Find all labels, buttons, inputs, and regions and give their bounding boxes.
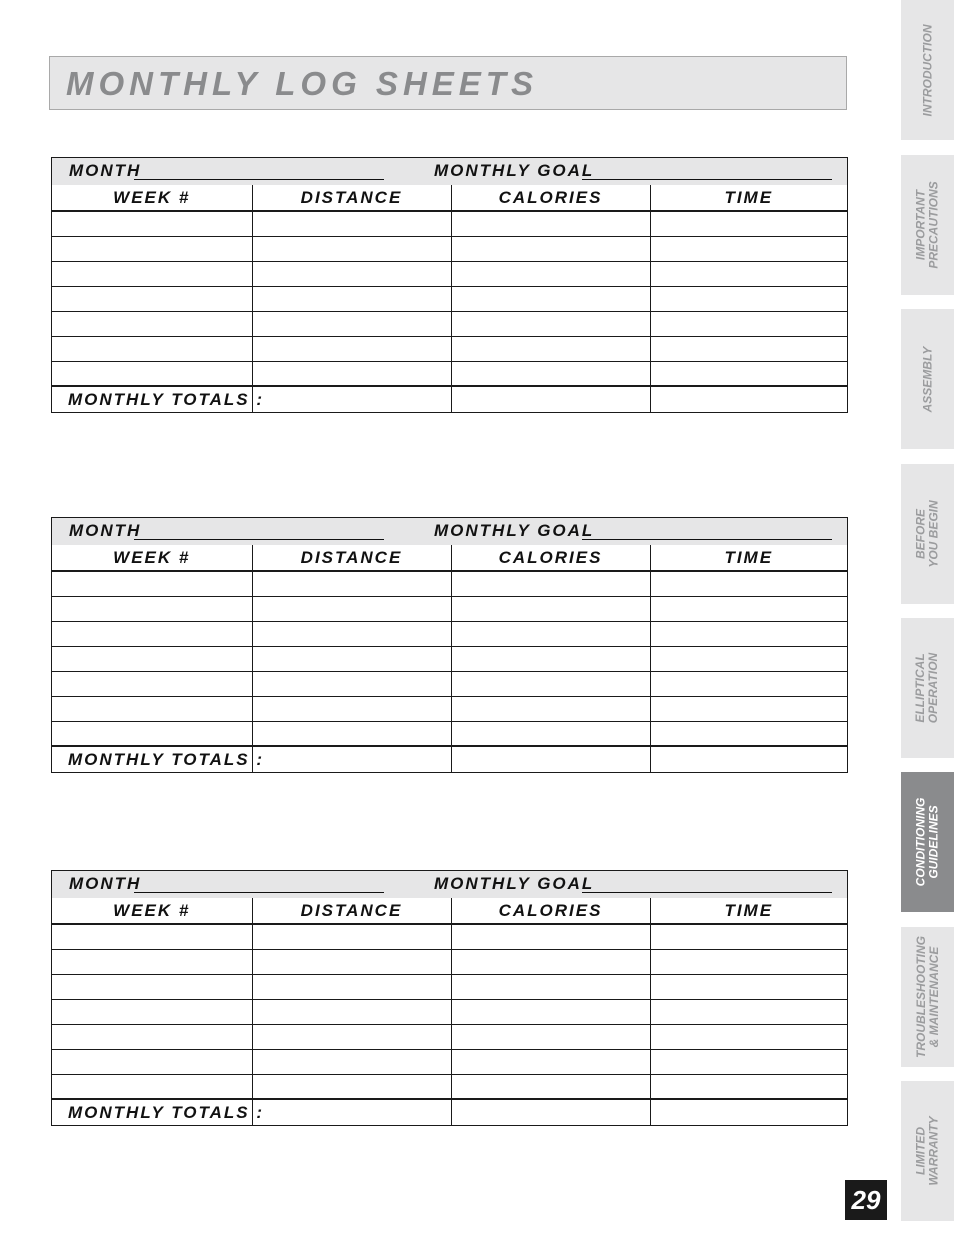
- total-time-cell[interactable]: [650, 386, 847, 412]
- tab-label: [915, 653, 941, 723]
- calories-cell[interactable]: [451, 646, 650, 671]
- time-cell[interactable]: [650, 1074, 847, 1099]
- week-cell[interactable]: [52, 361, 252, 386]
- monthly-goal-field[interactable]: [582, 892, 832, 893]
- distance-cell[interactable]: [252, 1049, 451, 1074]
- table-row: [52, 671, 847, 696]
- month-field[interactable]: [134, 179, 384, 180]
- calories-cell[interactable]: [451, 621, 650, 646]
- week-cell[interactable]: [52, 236, 252, 261]
- calories-cell[interactable]: [451, 596, 650, 621]
- time-cell[interactable]: [650, 336, 847, 361]
- distance-cell[interactable]: [252, 696, 451, 721]
- time-cell[interactable]: [650, 571, 847, 596]
- time-header: TIME: [650, 545, 847, 571]
- distance-cell[interactable]: [252, 646, 451, 671]
- time-cell[interactable]: [650, 1049, 847, 1074]
- monthly-goal-field[interactable]: [582, 179, 832, 180]
- monthly-goal-field[interactable]: [582, 539, 832, 540]
- table-row: [52, 1024, 847, 1049]
- monthly-totals-label: MONTHLY TOTALS :: [52, 386, 252, 412]
- tab-label-line1: BEFORE: [913, 509, 928, 560]
- table-row: [52, 596, 847, 621]
- total-distance-cell[interactable]: [252, 386, 451, 412]
- tab-label: [915, 500, 941, 567]
- week-cell[interactable]: [52, 286, 252, 311]
- log-header: [52, 871, 847, 898]
- week-cell[interactable]: [52, 596, 252, 621]
- month-label: MONTH: [69, 874, 142, 893]
- distance-cell[interactable]: [252, 671, 451, 696]
- month-field[interactable]: [134, 539, 384, 540]
- distance-header: DISTANCE: [252, 898, 451, 924]
- distance-cell[interactable]: [252, 261, 451, 286]
- time-cell[interactable]: [650, 361, 847, 386]
- log-table: [52, 185, 847, 412]
- table-row: [52, 336, 847, 361]
- total-distance-cell[interactable]: [252, 1099, 451, 1125]
- total-calories-cell[interactable]: [451, 386, 650, 412]
- distance-header: DISTANCE: [252, 545, 451, 571]
- tab-label-line2: & MAINTENANCE: [926, 946, 941, 1048]
- time-cell[interactable]: [650, 596, 847, 621]
- tab-limited-warranty[interactable]: [901, 1081, 954, 1221]
- time-cell[interactable]: [650, 261, 847, 286]
- table-row: [52, 999, 847, 1024]
- week-cell[interactable]: [52, 621, 252, 646]
- table-row: [52, 571, 847, 596]
- distance-cell[interactable]: [252, 621, 451, 646]
- tab-label-line2: YOU BEGIN: [926, 500, 941, 568]
- tab-label-line2: OPERATION: [926, 652, 941, 724]
- calories-cell[interactable]: [451, 671, 650, 696]
- week-cell[interactable]: [52, 336, 252, 361]
- tab-label-line1: INTRODUCTION: [920, 24, 934, 116]
- table-row: [52, 361, 847, 386]
- week-header: WEEK #: [52, 545, 252, 571]
- distance-cell[interactable]: [252, 571, 451, 596]
- monthly-log-sheet: [51, 157, 848, 413]
- distance-cell[interactable]: [252, 1074, 451, 1099]
- month-label: MONTH: [69, 521, 142, 540]
- week-cell[interactable]: [52, 1049, 252, 1074]
- time-cell[interactable]: [650, 949, 847, 974]
- calories-cell[interactable]: [451, 924, 650, 949]
- week-cell[interactable]: [52, 211, 252, 236]
- monthly-totals-label: MONTHLY TOTALS :: [52, 746, 252, 772]
- tab-label-line1: TROUBLESHOOTING: [913, 936, 928, 1058]
- time-cell[interactable]: [650, 696, 847, 721]
- table-row: [52, 236, 847, 261]
- calories-cell[interactable]: [451, 211, 650, 236]
- calories-cell[interactable]: [451, 361, 650, 386]
- total-distance-cell[interactable]: [252, 746, 451, 772]
- week-cell[interactable]: [52, 261, 252, 286]
- time-cell[interactable]: [650, 621, 847, 646]
- calories-header: CALORIES: [451, 185, 650, 211]
- time-cell[interactable]: [650, 646, 847, 671]
- total-time-cell[interactable]: [650, 746, 847, 772]
- calories-cell[interactable]: [451, 999, 650, 1024]
- tab-label-line1: LIMITED: [913, 1127, 928, 1176]
- page-number: 29: [845, 1180, 887, 1220]
- table-row: [52, 261, 847, 286]
- tab-introduction[interactable]: [901, 0, 954, 140]
- tab-label-line1: ASSEMBLY: [920, 346, 935, 412]
- table-row: [52, 1049, 847, 1074]
- time-cell[interactable]: [650, 924, 847, 949]
- distance-cell[interactable]: [252, 286, 451, 311]
- table-row: [52, 311, 847, 336]
- week-cell[interactable]: [52, 949, 252, 974]
- distance-cell[interactable]: [252, 336, 451, 361]
- table-row: [52, 974, 847, 999]
- table-row: [52, 286, 847, 311]
- calories-cell[interactable]: [451, 236, 650, 261]
- distance-cell[interactable]: [252, 596, 451, 621]
- log-column-headers: [52, 185, 847, 211]
- totals-row: [52, 1099, 847, 1125]
- calories-cell[interactable]: [451, 949, 650, 974]
- tab-label: [915, 936, 941, 1058]
- calories-cell[interactable]: [451, 721, 650, 746]
- distance-cell[interactable]: [252, 999, 451, 1024]
- tab-label: [915, 181, 941, 268]
- distance-cell[interactable]: [252, 924, 451, 949]
- tab-label: [921, 346, 934, 412]
- week-cell[interactable]: [52, 924, 252, 949]
- log-column-headers: [52, 545, 847, 571]
- tab-elliptical-operation[interactable]: [901, 618, 954, 758]
- distance-cell[interactable]: [252, 311, 451, 336]
- calories-cell[interactable]: [451, 311, 650, 336]
- distance-cell[interactable]: [252, 721, 451, 746]
- week-cell[interactable]: [52, 721, 252, 746]
- calories-cell[interactable]: [451, 974, 650, 999]
- table-row: [52, 1074, 847, 1099]
- calories-cell[interactable]: [451, 1024, 650, 1049]
- distance-cell[interactable]: [252, 949, 451, 974]
- tab-label: [915, 798, 941, 887]
- tab-assembly[interactable]: [901, 309, 954, 449]
- distance-header: DISTANCE: [252, 185, 451, 211]
- monthly-goal-label: MONTHLY GOAL: [434, 521, 595, 540]
- tab-label: [915, 1116, 941, 1185]
- monthly-log-sheet: [51, 517, 848, 773]
- week-header: WEEK #: [52, 898, 252, 924]
- tab-label-line2: WARRANTY: [926, 1116, 941, 1186]
- total-time-cell[interactable]: [650, 1099, 847, 1125]
- table-row: [52, 621, 847, 646]
- week-cell[interactable]: [52, 1074, 252, 1099]
- calories-cell[interactable]: [451, 336, 650, 361]
- month-label: MONTH: [69, 161, 142, 180]
- time-cell[interactable]: [650, 721, 847, 746]
- tab-label-line2: GUIDELINES: [926, 805, 941, 879]
- time-header: TIME: [650, 185, 847, 211]
- table-row: [52, 949, 847, 974]
- week-cell[interactable]: [52, 646, 252, 671]
- time-cell[interactable]: [650, 286, 847, 311]
- week-cell[interactable]: [52, 571, 252, 596]
- time-cell[interactable]: [650, 1024, 847, 1049]
- week-cell[interactable]: [52, 974, 252, 999]
- calories-cell[interactable]: [451, 1049, 650, 1074]
- log-table: [52, 545, 847, 772]
- totals-row: [52, 746, 847, 772]
- week-header: WEEK #: [52, 185, 252, 211]
- page-title: MONTHLY LOG SHEETS: [66, 65, 538, 102]
- time-cell[interactable]: [650, 671, 847, 696]
- tab-label-line2: PRECAUTIONS: [926, 181, 941, 269]
- table-row: [52, 646, 847, 671]
- total-calories-cell[interactable]: [451, 746, 650, 772]
- log-column-headers: [52, 898, 847, 924]
- totals-row: [52, 386, 847, 412]
- calories-cell[interactable]: [451, 286, 650, 311]
- calories-cell[interactable]: [451, 261, 650, 286]
- log-header: [52, 158, 847, 185]
- calories-cell[interactable]: [451, 696, 650, 721]
- time-cell[interactable]: [650, 211, 847, 236]
- time-cell[interactable]: [650, 311, 847, 336]
- week-cell[interactable]: [52, 696, 252, 721]
- table-row: [52, 696, 847, 721]
- week-cell[interactable]: [52, 671, 252, 696]
- distance-cell[interactable]: [252, 361, 451, 386]
- time-header: TIME: [650, 898, 847, 924]
- tab-label-line1: ELLIPTICAL: [913, 653, 928, 723]
- log-table: [52, 898, 847, 1125]
- table-row: [52, 721, 847, 746]
- log-header: [52, 518, 847, 545]
- distance-cell[interactable]: [252, 211, 451, 236]
- page-title-bar: [49, 56, 847, 110]
- distance-cell[interactable]: [252, 974, 451, 999]
- tab-conditioning-guidelines[interactable]: [901, 772, 954, 912]
- tab-label: [921, 24, 934, 116]
- distance-cell[interactable]: [252, 236, 451, 261]
- time-cell[interactable]: [650, 974, 847, 999]
- tab-before-you-begin[interactable]: [901, 464, 954, 604]
- monthly-goal-label: MONTHLY GOAL: [434, 161, 595, 180]
- calories-cell[interactable]: [451, 1074, 650, 1099]
- monthly-log-sheet: [51, 870, 848, 1126]
- week-cell[interactable]: [52, 999, 252, 1024]
- distance-cell[interactable]: [252, 1024, 451, 1049]
- tab-troubleshooting-maintenance[interactable]: [901, 927, 954, 1067]
- month-field[interactable]: [134, 892, 384, 893]
- time-cell[interactable]: [650, 236, 847, 261]
- monthly-totals-label: MONTHLY TOTALS :: [52, 1099, 252, 1125]
- monthly-goal-label: MONTHLY GOAL: [434, 874, 595, 893]
- week-cell[interactable]: [52, 1024, 252, 1049]
- tab-label-line1: CONDITIONING: [913, 797, 928, 887]
- tab-label-line1: IMPORTANT: [913, 189, 928, 261]
- total-calories-cell[interactable]: [451, 1099, 650, 1125]
- week-cell[interactable]: [52, 311, 252, 336]
- table-row: [52, 211, 847, 236]
- tab-important-precautions[interactable]: [901, 155, 954, 295]
- calories-header: CALORIES: [451, 898, 650, 924]
- calories-cell[interactable]: [451, 571, 650, 596]
- calories-header: CALORIES: [451, 545, 650, 571]
- time-cell[interactable]: [650, 999, 847, 1024]
- table-row: [52, 924, 847, 949]
